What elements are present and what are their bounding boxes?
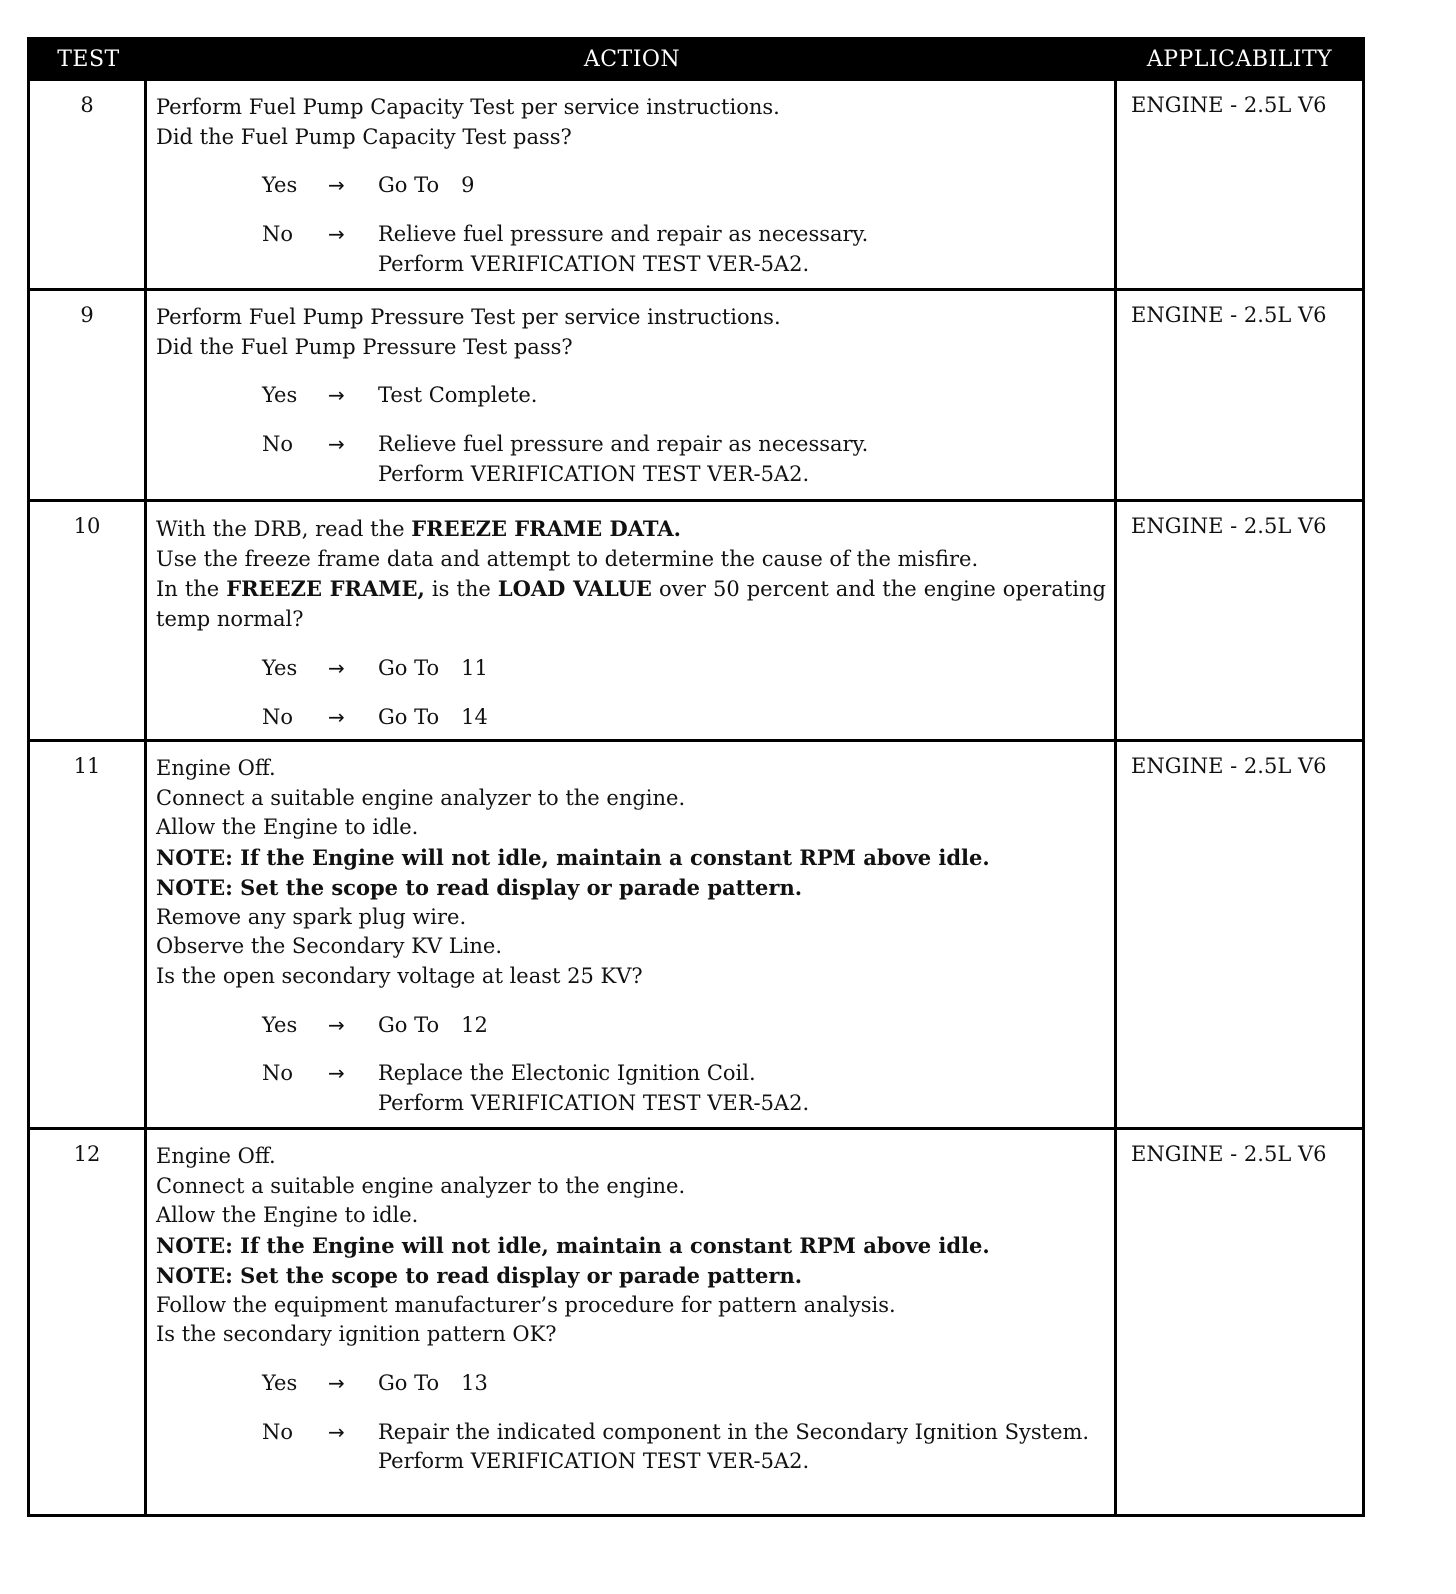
yes-label: Yes <box>262 173 298 198</box>
table-row <box>30 1127 1362 1514</box>
goto-number: 12 <box>461 1012 488 1037</box>
action-line: Engine Off. <box>156 1144 276 1168</box>
action-cell <box>147 291 1117 504</box>
yes-response <box>156 1011 1106 1041</box>
no-response <box>156 1418 1106 1477</box>
applicability-cell: ENGINE - 2.5L V6 <box>1131 93 1327 117</box>
note-line: NOTE: Set the scope to read display or parade pattern. <box>156 1262 803 1288</box>
yes-label: Yes <box>262 1370 298 1395</box>
yes-result <box>378 1011 1106 1041</box>
yes-label: Yes <box>262 655 298 680</box>
no-label: No <box>262 432 294 457</box>
bold-term: FREEZE FRAME, <box>226 576 425 602</box>
no-result-line: Relieve fuel pressure and repair as necessary. <box>378 432 869 457</box>
table-row <box>30 739 1362 1127</box>
arrow-icon: → <box>328 704 345 729</box>
goto-text: Go To <box>378 1370 440 1395</box>
yes-result <box>378 1369 1106 1399</box>
applicability-cell: ENGINE - 2.5L V6 <box>1131 754 1327 778</box>
no-result-line: Replace the Electonic Ignition Coil. <box>378 1061 756 1086</box>
no-result-line: Relieve fuel pressure and repair as necessary. <box>378 222 869 247</box>
table-row <box>30 78 1362 288</box>
arrow-icon: → <box>328 383 345 408</box>
yes-response <box>156 381 1106 411</box>
action-line: Did the Fuel Pump Capacity Test pass? <box>156 124 572 149</box>
yes-response <box>156 1369 1106 1399</box>
note-line: NOTE: Set the scope to read display or parade pattern. <box>156 874 803 900</box>
goto-number: 9 <box>461 173 475 198</box>
arrow-icon: → <box>328 222 345 247</box>
action-line <box>156 514 1106 545</box>
action-line: Perform Fuel Pump Pressure Test per service instructions. <box>156 305 781 329</box>
action-line: Allow the Engine to idle. <box>156 1203 419 1228</box>
applicability-cell: ENGINE - 2.5L V6 <box>1131 1142 1327 1166</box>
no-response <box>156 220 1106 279</box>
action-line: Use the freeze frame data and attempt to determine the cause of the misfire. <box>156 546 979 571</box>
bold-term: LOAD VALUE <box>497 576 652 602</box>
goto-text: Go To <box>378 704 440 729</box>
header-action: ACTION <box>583 46 681 72</box>
table-row <box>30 288 1362 499</box>
action-cell <box>147 742 1117 1133</box>
note-line: NOTE: If the Engine will not idle, maintain a constant RPM above idle. <box>156 1233 990 1259</box>
arrow-icon: → <box>328 1419 345 1444</box>
goto-text: Go To <box>378 1012 440 1037</box>
yes-label: Yes <box>262 1012 298 1037</box>
no-response <box>156 703 1106 733</box>
note-line: NOTE: If the Engine will not idle, maintain a constant RPM above idle. <box>156 845 990 871</box>
action-line: Did the Fuel Pump Pressure Test pass? <box>156 334 573 359</box>
test-number: 12 <box>30 1130 147 1514</box>
no-result-line: Perform VERIFICATION TEST VER-5A2. <box>378 251 810 276</box>
action-line: Allow the Engine to idle. <box>156 815 419 840</box>
applicability-cell: ENGINE - 2.5L V6 <box>1131 303 1327 327</box>
test-number: 11 <box>30 742 147 1133</box>
test-number: 10 <box>30 502 147 746</box>
bold-term: FREEZE FRAME DATA. <box>411 516 681 541</box>
arrow-icon: → <box>328 655 345 680</box>
header-test: TEST <box>57 46 120 72</box>
action-cell <box>147 81 1117 294</box>
action-line: Remove any spark plug wire. <box>156 904 467 929</box>
no-label: No <box>262 1419 294 1444</box>
goto-text: Go To <box>378 655 440 680</box>
no-result <box>378 220 1106 279</box>
text-run: is the <box>424 577 498 602</box>
arrow-icon: → <box>328 1012 345 1037</box>
yes-result <box>378 171 1106 201</box>
action-line: Connect a suitable engine analyzer to the engine. <box>156 785 686 810</box>
no-label: No <box>262 222 294 247</box>
action-line: Follow the equipment manufacturer’s procedure for pattern analysis. <box>156 1292 896 1317</box>
diagnostic-table <box>27 37 1365 1517</box>
goto-number: 14 <box>461 704 488 729</box>
text-run: over 50 percent and the engine operating temp normal? <box>156 577 1106 632</box>
no-response <box>156 1059 1106 1118</box>
no-label: No <box>262 704 294 729</box>
no-result-line: Repair the indicated component in the Secondary Ignition System. <box>378 1419 1090 1444</box>
text-run: In the <box>156 577 227 602</box>
action-line: Observe the Secondary KV Line. <box>156 934 503 959</box>
test-number: 8 <box>30 81 147 294</box>
action-line: Engine Off. <box>156 756 276 780</box>
action-cell <box>147 502 1117 746</box>
yes-label: Yes <box>262 383 298 408</box>
applicability-cell: ENGINE - 2.5L V6 <box>1131 514 1327 538</box>
goto-text: Go To <box>378 173 440 198</box>
no-result <box>378 703 1106 733</box>
action-line: Is the secondary ignition pattern OK? <box>156 1322 557 1347</box>
test-number: 9 <box>30 291 147 504</box>
arrow-icon: → <box>328 173 345 198</box>
no-result-line: Perform VERIFICATION TEST VER-5A2. <box>378 1091 810 1116</box>
no-result <box>378 1418 1106 1477</box>
action-line: Perform Fuel Pump Capacity Test per service instructions. <box>156 95 780 119</box>
yes-result <box>378 654 1106 684</box>
no-label: No <box>262 1061 294 1086</box>
goto-number: 11 <box>461 655 488 680</box>
yes-response <box>156 171 1106 201</box>
text-run: With the DRB, read the <box>156 517 412 541</box>
action-line: Connect a suitable engine analyzer to the engine. <box>156 1173 686 1198</box>
action-line: Is the open secondary voltage at least 25 KV? <box>156 963 643 988</box>
no-result <box>378 1059 1106 1118</box>
yes-result: Test Complete. <box>378 383 538 408</box>
action-line <box>156 574 1106 634</box>
no-result <box>378 430 1106 489</box>
no-result-line: Perform VERIFICATION TEST VER-5A2. <box>378 1449 810 1474</box>
yes-response <box>156 654 1106 684</box>
no-response <box>156 430 1106 489</box>
goto-number: 13 <box>461 1370 488 1395</box>
no-result-line: Perform VERIFICATION TEST VER-5A2. <box>378 461 810 486</box>
arrow-icon: → <box>328 432 345 457</box>
arrow-icon: → <box>328 1370 345 1395</box>
arrow-icon: → <box>328 1061 345 1086</box>
table-row <box>30 499 1362 739</box>
header-applicability: APPLICABILITY <box>1146 46 1333 72</box>
action-cell <box>147 1130 1117 1514</box>
table-header <box>30 40 1362 78</box>
